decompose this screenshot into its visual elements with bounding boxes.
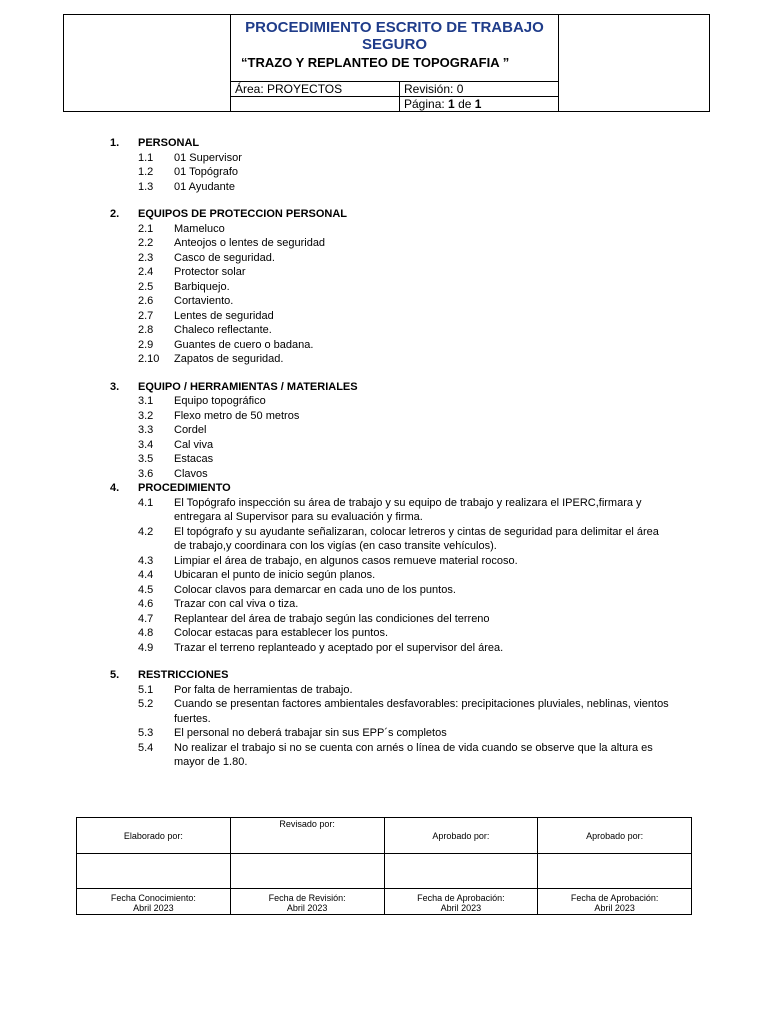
item-number: 2.4 — [138, 266, 154, 278]
page-prefix: Página: — [404, 97, 449, 111]
item-text: Estacas — [174, 453, 214, 465]
item-text: Flexo metro de 50 metros — [174, 409, 300, 422]
list-item — [110, 626, 670, 641]
list-item — [110, 280, 670, 295]
sign-footer-aprobacion-2 — [538, 889, 692, 915]
list-item — [110, 583, 670, 598]
item-text: No realizar el trabajo si no se cuenta con arnés o línea de vida cuando se observe que la altura es mayor de 1.80. — [174, 741, 653, 768]
signature-box — [77, 854, 231, 889]
list-item — [110, 496, 670, 525]
section-number: 3. — [110, 380, 120, 393]
sign-header-elaborado: Elaborado por: — [77, 818, 231, 854]
signature-table — [76, 817, 692, 915]
item-number: 2.9 — [138, 338, 154, 351]
page-cell — [400, 97, 559, 112]
section-number: 1. — [110, 137, 120, 149]
list-item — [110, 236, 670, 251]
item-text: Trazar el terreno replanteado y aceptado por el supervisor del área. — [174, 641, 504, 654]
item-number: 3.1 — [138, 395, 154, 407]
procedure-body — [110, 136, 670, 783]
footer-label: Fecha de Aprobación: — [417, 893, 505, 903]
item-text: Trazar con cal viva o tiza. — [174, 598, 299, 610]
item-text: Replantear del área de trabajo según las condiciones del terreno — [174, 612, 490, 625]
list-item — [110, 409, 670, 424]
sign-footer-conocimiento — [77, 889, 231, 915]
item-text: Protector solar — [174, 266, 246, 278]
item-text: Clavos — [174, 467, 208, 480]
item-number: 1.3 — [138, 180, 154, 193]
item-number: 2.7 — [138, 309, 154, 322]
item-text: Cuando se presentan factores ambientales desfavorables: precipitaciones pluviales, neblinas, vientos fuertes. — [174, 698, 669, 725]
item-text: El topógrafo y su ayudante señalizaran, colocar letreros y cintas de seguridad para delimitar el área de trabajo,y coordinara con los vigías (en caso transite vehículos). — [174, 525, 659, 552]
list-item — [110, 568, 670, 583]
sign-header-aprobado-1: Aprobado por: — [384, 818, 538, 854]
item-number: 3.2 — [138, 409, 154, 422]
document-title-line1: PROCEDIMIENTO ESCRITO DE TRABAJO — [245, 19, 544, 36]
item-number: 4.8 — [138, 627, 154, 639]
list-item — [110, 338, 670, 353]
empty-cell — [231, 97, 400, 112]
document-title-line2: SEGURO — [361, 36, 427, 53]
section-title — [110, 380, 670, 395]
item-number: 2.1 — [138, 222, 154, 235]
section — [110, 380, 670, 482]
item-number: 4.5 — [138, 583, 154, 596]
list-item — [110, 180, 670, 195]
sign-header-aprobado-2: Aprobado por: — [538, 818, 692, 854]
signature-box — [384, 854, 538, 889]
list-item — [110, 438, 670, 453]
list-item — [110, 352, 670, 367]
sign-footer-revision — [230, 889, 384, 915]
list-item — [110, 323, 670, 338]
list-item — [110, 683, 670, 698]
item-number: 1.1 — [138, 151, 154, 164]
item-number: 5.1 — [138, 683, 154, 696]
list-item — [110, 726, 670, 741]
section — [110, 136, 670, 194]
item-text: El personal no deberá trabajar sin sus EPP´s completos — [174, 727, 447, 739]
item-text: Zapatos de seguridad. — [174, 353, 284, 365]
list-item — [110, 165, 670, 180]
revision-cell: Revisión: 0 — [400, 82, 559, 97]
list-item — [110, 525, 670, 554]
item-number: 4.7 — [138, 612, 154, 625]
document-subtitle: “TRAZO Y REPLANTEO DE TOPOGRAFIA ” — [241, 55, 510, 70]
section-title — [110, 668, 670, 683]
list-item — [110, 612, 670, 627]
list-item — [110, 741, 670, 770]
section-number: 5. — [110, 669, 120, 681]
section-title-text: PERSONAL — [138, 137, 200, 149]
item-text: 01 Supervisor — [174, 151, 242, 164]
page-of: de — [454, 97, 475, 111]
item-text: Lentes de seguridad — [174, 309, 274, 322]
item-number: 1.2 — [138, 166, 154, 178]
logo-cell-right — [559, 15, 710, 112]
footer-date: Abril 2023 — [594, 903, 635, 913]
list-item — [110, 467, 670, 482]
item-text: Colocar estacas para establecer los puntos. — [174, 627, 389, 639]
item-text: Guantes de cuero o badana. — [174, 338, 314, 351]
section-number: 2. — [110, 208, 120, 220]
item-text: Colocar clavos para demarcar en cada uno de los puntos. — [174, 583, 456, 596]
item-text: Mameluco — [174, 222, 225, 235]
list-item — [110, 151, 670, 166]
footer-label: Fecha de Revisión: — [268, 893, 346, 903]
sign-header-revisado: Revisado por: — [230, 818, 384, 854]
item-text: Equipo topográfico — [174, 395, 266, 407]
item-text: Cal viva — [174, 438, 214, 451]
footer-date: Abril 2023 — [286, 903, 328, 913]
item-number: 4.2 — [138, 525, 154, 538]
item-number: 4.3 — [138, 554, 154, 567]
signature-box — [538, 854, 692, 889]
item-number: 3.4 — [138, 438, 154, 451]
item-text: Cortaviento. — [174, 295, 234, 307]
section-title-text: EQUIPO / HERRAMIENTAS / MATERIALES — [138, 380, 358, 393]
footer-label: Fecha Conocimiento: — [110, 893, 196, 903]
item-number: 5.4 — [138, 741, 154, 754]
list-item — [110, 452, 670, 467]
footer-label: Fecha de Aprobación: — [570, 893, 659, 903]
item-text: Chaleco reflectante. — [174, 324, 272, 336]
item-number: 4.4 — [138, 569, 154, 581]
area-cell: Área: PROYECTOS — [231, 82, 400, 97]
section — [110, 481, 670, 655]
item-number: 4.1 — [138, 496, 154, 509]
signature-box — [230, 854, 384, 889]
item-text: Cordel — [174, 424, 207, 436]
list-item — [110, 554, 670, 569]
item-number: 2.8 — [138, 324, 154, 336]
list-item — [110, 641, 670, 656]
document-header — [63, 14, 710, 112]
item-text: Ubicaran el punto de inicio según planos. — [174, 569, 376, 581]
section-title — [110, 207, 670, 222]
title-cell — [231, 15, 559, 82]
item-text: 01 Topógrafo — [174, 166, 239, 178]
logo-cell-left — [64, 15, 231, 112]
footer-date: Abril 2023 — [440, 903, 482, 913]
section-title — [110, 136, 670, 151]
item-number: 2.6 — [138, 295, 154, 307]
item-text: Anteojos o lentes de seguridad — [174, 237, 326, 249]
list-item — [110, 294, 670, 309]
page-current: 1 — [448, 97, 455, 111]
section-title-text: RESTRICCIONES — [138, 669, 229, 681]
list-item — [110, 394, 670, 409]
item-text: Por falta de herramientas de trabajo. — [174, 683, 353, 696]
item-number: 3.5 — [138, 453, 154, 465]
item-number: 4.9 — [138, 641, 154, 654]
page-total: 1 — [474, 97, 482, 111]
item-text: El Topógrafo inspección su área de trabajo y su equipo de trabajo y realizara el IPERC,firmara y entregara al Supervisor para su evaluación y firma. — [174, 496, 642, 523]
list-item — [110, 222, 670, 237]
section — [110, 668, 670, 770]
item-number: 3.6 — [138, 467, 154, 480]
section-number: 4. — [110, 482, 120, 494]
item-text: Barbiquejo. — [174, 280, 230, 293]
list-item — [110, 697, 670, 726]
section-title-text: PROCEDIMIENTO — [138, 482, 231, 494]
list-item — [110, 597, 670, 612]
item-number: 4.6 — [138, 598, 154, 610]
list-item — [110, 265, 670, 280]
item-number: 2.2 — [138, 237, 154, 249]
item-text: Casco de seguridad. — [174, 251, 275, 264]
item-text: Limpiar el área de trabajo, en algunos casos remueve material rocoso. — [174, 554, 518, 567]
item-number: 2.3 — [138, 251, 154, 264]
footer-date: Abril 2023 — [133, 903, 174, 913]
item-text: 01 Ayudante — [174, 180, 235, 193]
section-title-text: EQUIPOS DE PROTECCION PERSONAL — [138, 208, 348, 220]
list-item — [110, 251, 670, 266]
item-number: 2.5 — [138, 280, 154, 293]
item-number: 3.3 — [138, 424, 154, 436]
section — [110, 207, 670, 367]
item-number: 5.2 — [138, 698, 154, 710]
sign-footer-aprobacion-1 — [384, 889, 538, 915]
item-number: 2.10 — [138, 353, 160, 365]
list-item — [110, 309, 670, 324]
item-number: 5.3 — [138, 727, 154, 739]
section-title — [110, 481, 670, 496]
list-item — [110, 423, 670, 438]
